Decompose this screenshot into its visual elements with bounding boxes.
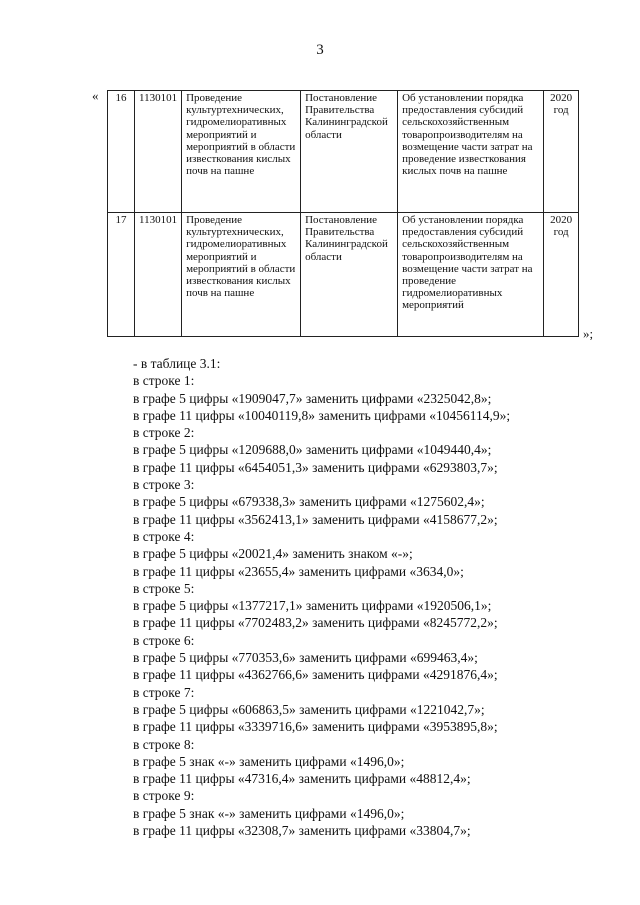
- instruction-line: в строке 2:: [133, 425, 195, 441]
- table-row: [108, 91, 579, 213]
- table-row: [108, 213, 579, 337]
- instruction-line: в графе 11 цифры «4362766,6» заменить цифрами «4291876,4»;: [133, 667, 498, 683]
- closing-quote: »;: [583, 326, 594, 341]
- opening-quote: «: [92, 88, 99, 103]
- year-cell: 2020 год: [544, 91, 579, 213]
- instruction-line: в графе 5 цифры «1209688,0» заменить цифрами «1049440,4»;: [133, 442, 492, 458]
- instructions-block: [133, 355, 613, 839]
- code-cell: 1130101: [135, 213, 182, 337]
- instruction-line: в графе 5 цифры «20021,4» заменить знаком «-»;: [133, 546, 413, 562]
- document-title-cell: Об установлении порядка предоставления субсидий сельскохозяйственным товаропроизводителям на возмещение части затрат на проведение известкования кислых почв на пашне: [398, 91, 544, 213]
- activity-name-cell: Проведение культуртехнических, гидромелиоративных мероприятий и мероприятий в области известкования кислых почв на пашне: [182, 91, 301, 213]
- instruction-line: в строке 5:: [133, 580, 195, 596]
- row-number-cell: 17: [108, 213, 135, 337]
- instructions-intro: - в таблице 3.1:: [133, 356, 221, 371]
- activity-name-cell: Проведение культуртехнических, гидромелиоративных мероприятий и мероприятий в области известкования кислых почв на пашне: [182, 213, 301, 337]
- instruction-line: в графе 5 цифры «1377217,1» заменить цифрами «1920506,1»;: [133, 598, 492, 614]
- document-type-cell: Постановление Правительства Калининградской области: [301, 213, 398, 337]
- instruction-line: в графе 5 знак «-» заменить цифрами «1496,0»;: [133, 805, 405, 821]
- page-number: 3: [316, 42, 324, 58]
- instruction-line: в строке 7:: [133, 684, 195, 700]
- instruction-line: в графе 11 цифры «23655,4» заменить цифрами «3634,0»;: [133, 563, 464, 579]
- instruction-line: в графе 11 цифры «6454051,3» заменить цифрами «6293803,7»;: [133, 459, 498, 475]
- instruction-line: в строке 1:: [133, 373, 195, 389]
- row-number-cell: 16: [108, 91, 135, 213]
- instruction-line: в графе 11 цифры «47316,4» заменить цифрами «48812,4»;: [133, 771, 471, 787]
- instruction-line: в строке 8:: [133, 736, 195, 752]
- instruction-line: в строке 3:: [133, 477, 195, 493]
- instruction-line: в графе 5 знак «-» заменить цифрами «1496,0»;: [133, 753, 405, 769]
- instruction-line: в строке 9:: [133, 788, 195, 804]
- instruction-line: в графе 5 цифры «679338,3» заменить цифрами «1275602,4»;: [133, 494, 485, 510]
- instruction-line: в строке 4:: [133, 528, 195, 544]
- instruction-line: в графе 5 цифры «770353,6» заменить цифрами «699463,4»;: [133, 650, 478, 666]
- instruction-line: в графе 11 цифры «32308,7» заменить цифрами «33804,7»;: [133, 823, 471, 839]
- document-title-cell: Об установлении порядка предоставления субсидий сельскохозяйственным товаропроизводителям на возмещение части затрат на проведение гидромелиоративных мероприятий: [398, 213, 544, 337]
- year-cell: 2020 год: [544, 213, 579, 337]
- code-cell: 1130101: [135, 91, 182, 213]
- instruction-line: в графе 5 цифры «1909047,7» заменить цифрами «2325042,8»;: [133, 390, 492, 406]
- document-type-cell: Постановление Правительства Калининградской области: [301, 91, 398, 213]
- instruction-line: в графе 5 цифры «606863,5» заменить цифрами «1221042,7»;: [133, 701, 485, 717]
- instruction-line: в графе 11 цифры «3562413,1» заменить цифрами «4158677,2»;: [133, 511, 498, 527]
- instruction-line: в строке 6:: [133, 632, 195, 648]
- instruction-line: в графе 11 цифры «7702483,2» заменить цифрами «8245772,2»;: [133, 615, 498, 631]
- amendment-table: [107, 90, 579, 337]
- instruction-line: в графе 11 цифры «10040119,8» заменить цифрами «10456114,9»;: [133, 407, 511, 423]
- instruction-line: в графе 11 цифры «3339716,6» заменить цифрами «3953895,8»;: [133, 719, 498, 735]
